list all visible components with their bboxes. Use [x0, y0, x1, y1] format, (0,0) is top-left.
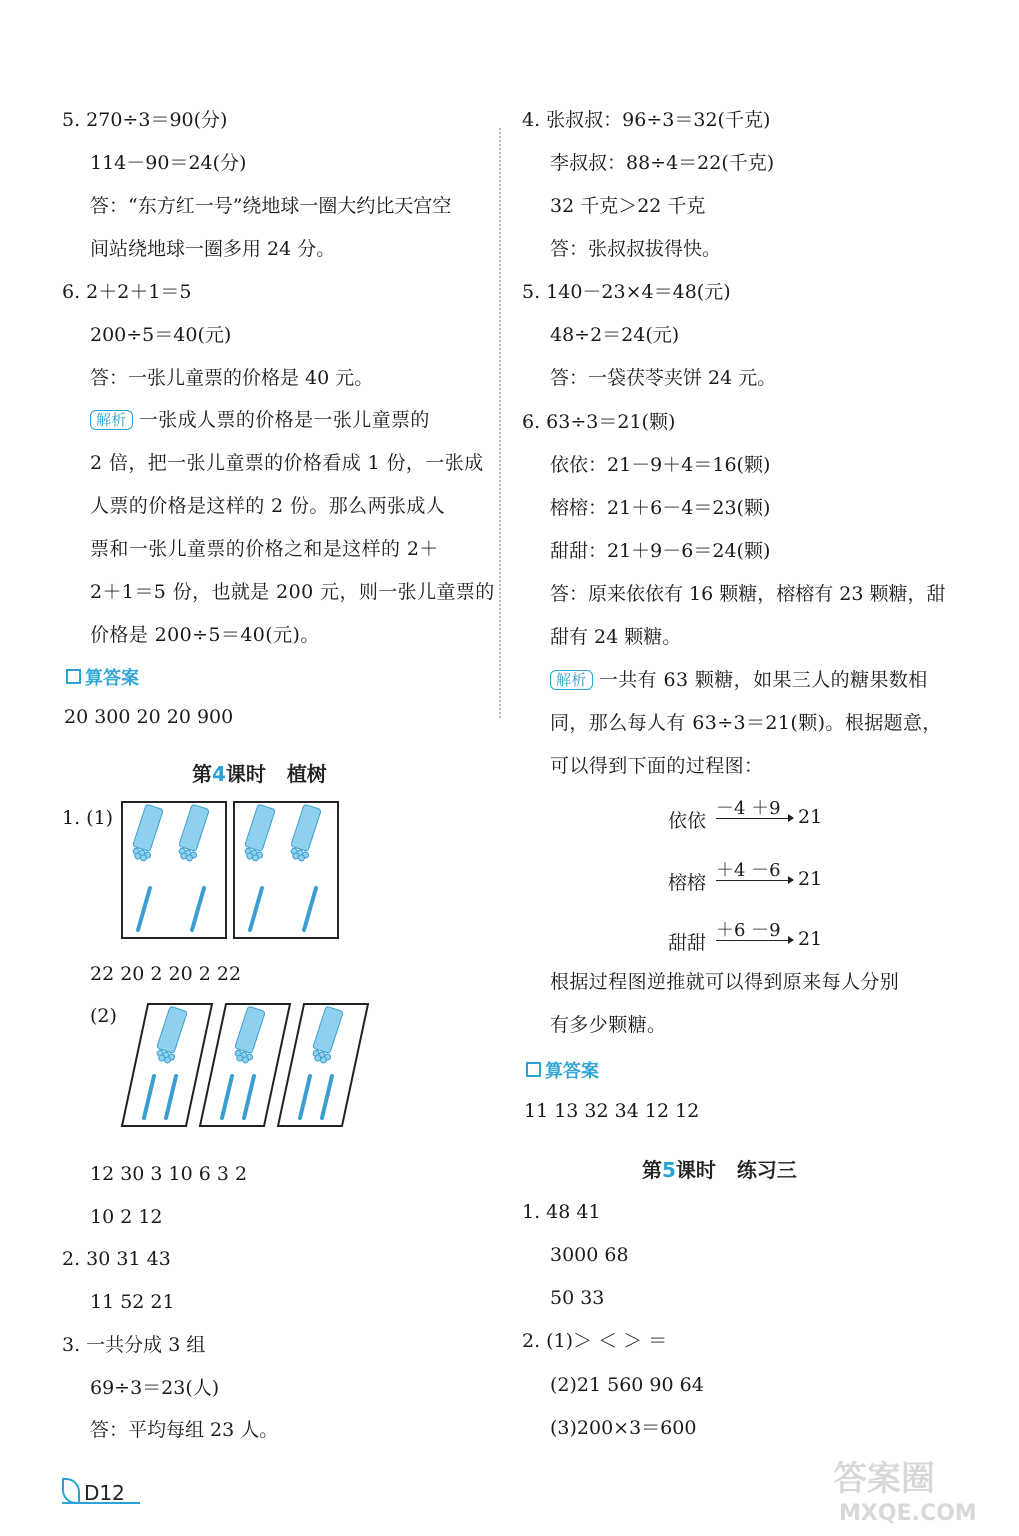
q5-line: 5. 270÷3＝90(分)	[62, 109, 228, 131]
analysis-line: 人票的价格是这样的 2 份。那么两张成人	[90, 495, 446, 517]
checkbox-icon	[526, 1062, 541, 1077]
analysis-line: 解析 一张成人票的价格是一张儿童票的	[90, 408, 430, 432]
analysis-line: 同，那么每人有 63÷3＝21(颗)。根据题意，	[550, 712, 942, 734]
sticks-figure-2	[120, 1000, 430, 1132]
checkbox-icon	[66, 669, 81, 684]
ex-2: 2. (1)＞ ＜ ＞ ＝	[522, 1330, 668, 1352]
q2-line-b: 11 52 21	[90, 1291, 175, 1313]
r-q4-line: 4. 张叔叔：96÷3＝32(千克)	[522, 109, 771, 131]
mental-math-answers: 11 13 32 34 12 12	[524, 1100, 700, 1122]
r-q4-calc: 李叔叔：88÷4＝22(千克)	[550, 152, 775, 174]
stick-bundle-icon	[153, 1006, 345, 1064]
r-q5-calc: 48÷2＝24(元)	[550, 324, 680, 346]
column-divider	[499, 128, 501, 718]
ex-1: 1. 48 41	[522, 1201, 601, 1223]
q3-line: 3. 一共分成 3 组	[62, 1334, 206, 1356]
lesson-5-title: 第5课时 练习三	[642, 1158, 797, 1182]
arrow-icon	[788, 814, 794, 822]
leaf-icon	[62, 1478, 80, 1504]
r-q6-calc: 榕榕：21＋6－4＝23(颗)	[550, 497, 771, 519]
single-stick-icon	[144, 1076, 332, 1118]
q5-answer-cont: 间站绕地球一圈多用 24 分。	[90, 238, 336, 260]
mental-math-heading: 算答案	[66, 664, 139, 690]
q1-label: 1. (1)	[62, 807, 114, 829]
r-q6-answer-cont: 甜有 24 颗糖。	[550, 626, 682, 648]
r-q5-answer: 答：一袋茯苓夹饼 24 元。	[550, 367, 777, 389]
q3-calc: 69÷3＝23(人)	[90, 1377, 220, 1399]
q3-answer: 答：平均每组 23 人。	[90, 1419, 279, 1441]
q1-2-label: (2)	[90, 1005, 117, 1027]
mental-math-answers: 20 300 20 20 900	[64, 706, 234, 728]
analysis-badge: 解析	[550, 670, 593, 690]
page-number: D12	[62, 1478, 125, 1505]
r-q4-compare: 32 千克＞22 千克	[550, 195, 706, 217]
arrow-icon	[788, 876, 794, 884]
q6-line: 6. 2＋2＋1＝5	[62, 281, 192, 303]
analysis-line: 可以得到下面的过程图：	[550, 755, 764, 777]
analysis-line: 2 倍，把一张儿童票的价格看成 1 份，一张成	[90, 452, 484, 474]
ex-2-c: (3)200×3＝600	[550, 1417, 697, 1439]
svg-text:MXQE.COM: MXQE.COM	[839, 1501, 977, 1526]
q1-2-answer-a: 12 30 3 10 6 3 2	[90, 1163, 248, 1185]
analysis-line: 票和一张儿童票的价格之和是这样的 2＋	[90, 538, 439, 560]
q6-answer: 答：一张儿童票的价格是 40 元。	[90, 367, 374, 389]
r-q6-calc: 依依：21－9＋4＝16(颗)	[550, 454, 771, 476]
r-q5-line: 5. 140－23×4＝48(元)	[522, 281, 731, 303]
q2-line: 2. 30 31 43	[62, 1248, 171, 1270]
r-q6-answer: 答：原来依依有 16 颗糖，榕榕有 23 颗糖，甜	[550, 583, 946, 605]
r-q4-answer: 答：张叔叔拔得快。	[550, 238, 722, 260]
analysis-badge: 解析	[90, 410, 133, 430]
sticks-figure-1	[120, 800, 400, 942]
analysis-line: 价格是 200÷5＝40(元)。	[90, 624, 320, 646]
analysis-line: 根据过程图逆推就可以得到原来每人分别	[550, 971, 900, 993]
q1-2-answer-b: 10 2 12	[90, 1206, 163, 1228]
q6-calc: 200÷5＝40(元)	[90, 324, 232, 346]
r-q6-calc: 甜甜：21＋9－6＝24(颗)	[550, 540, 771, 562]
q5-answer: 答：“东方红一号”绕地球一圈大约比天宫空	[90, 195, 452, 217]
q5-calc: 114－90＝24(分)	[90, 152, 247, 174]
ex-2-b: (2)21 560 90 64	[550, 1374, 704, 1396]
ex-1-b: 3000 68	[550, 1244, 629, 1266]
r-q6-line: 6. 63÷3＝21(颗)	[522, 411, 676, 433]
svg-text:答案圈: 答案圈	[833, 1459, 935, 1499]
analysis-line: 有多少颗糖。	[550, 1014, 667, 1036]
watermark-logo	[823, 1448, 1003, 1528]
ex-1-c: 50 33	[550, 1287, 605, 1309]
mental-math-heading: 算答案	[526, 1057, 599, 1083]
analysis-line: 解析 一共有 63 颗糖，如果三人的糖果数相	[550, 668, 928, 692]
lesson-4-title: 第4课时 植树	[192, 762, 327, 786]
analysis-line: 2＋1＝5 份，也就是 200 元，则一张儿童票的	[90, 581, 495, 603]
arrow-icon	[788, 936, 794, 944]
q1-1-answer: 22 20 2 20 2 22	[90, 963, 242, 985]
